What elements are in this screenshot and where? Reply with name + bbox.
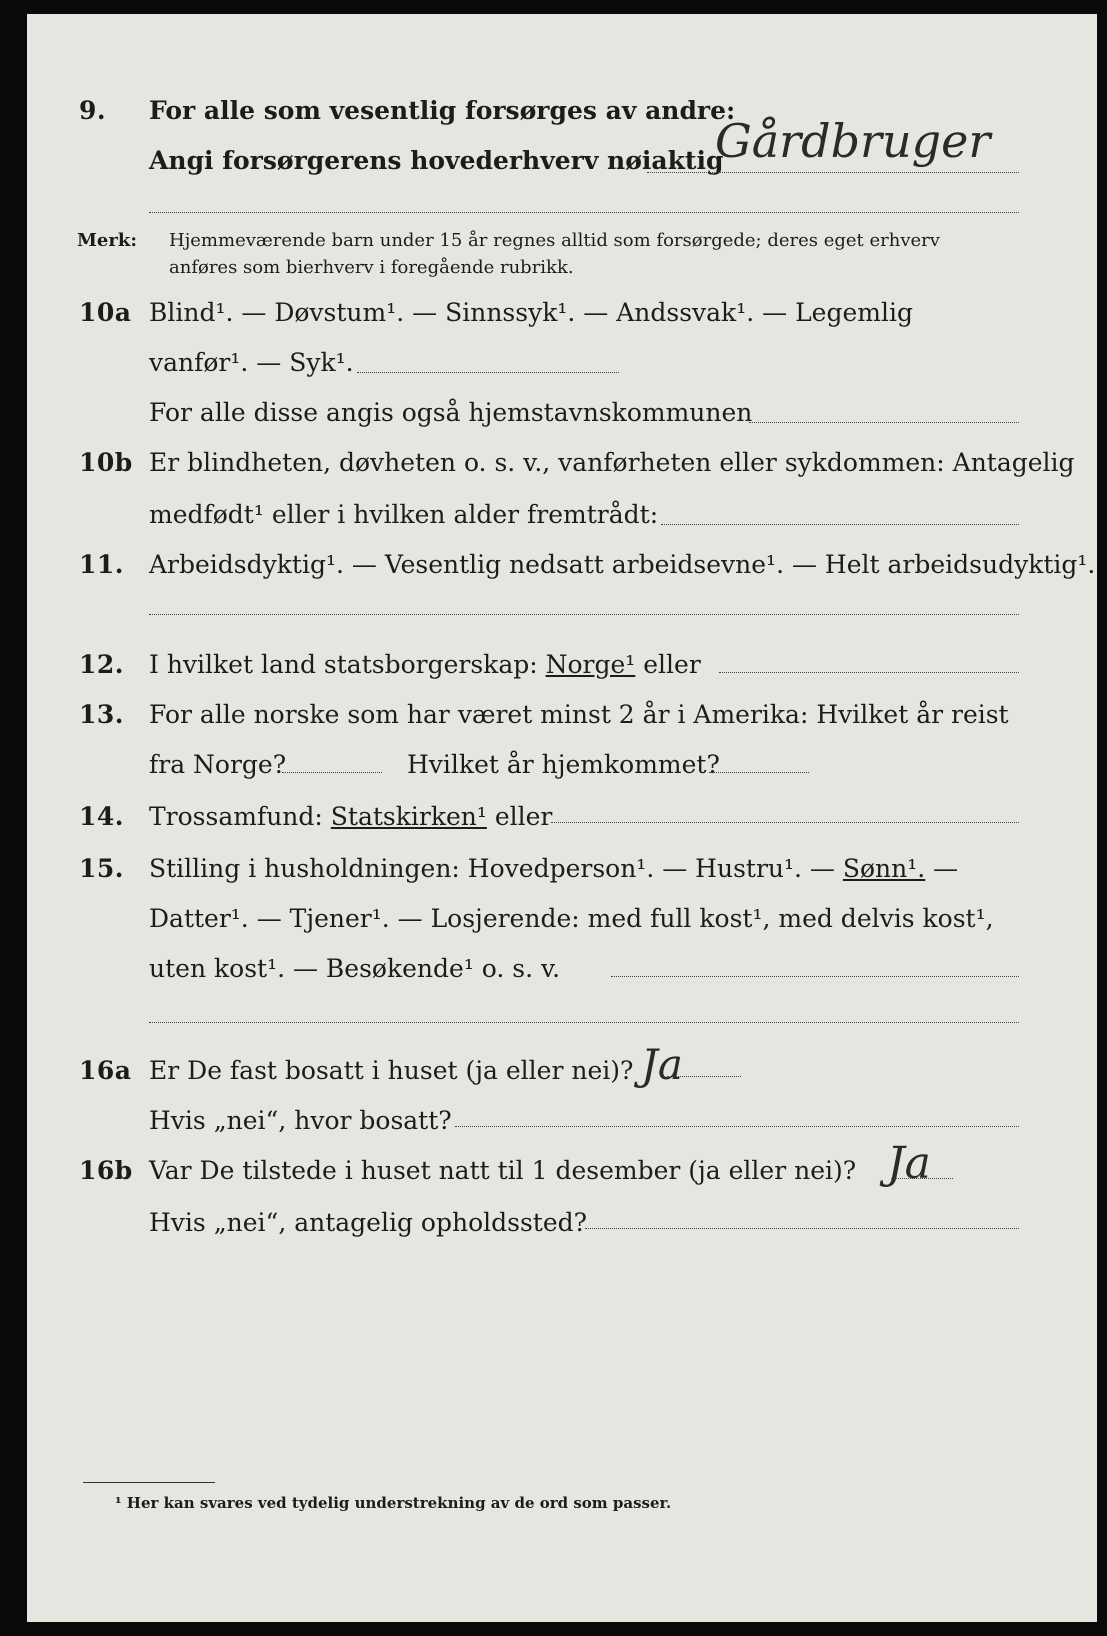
q13-line1: For alle norske som har været minst 2 år i Amerika: Hvilket år reist: [149, 700, 1009, 729]
q10b-answer-rule: [661, 524, 1019, 525]
q16a-number: 16a: [79, 1056, 132, 1085]
q12-underlined-choice: Norge¹: [545, 650, 636, 679]
q13-line2b: Hvilket år hjemkommet?: [407, 750, 720, 779]
merk-label: Merk:: [77, 230, 137, 251]
q16a-line2: Hvis „nei“, hvor bosatt?: [149, 1106, 452, 1135]
q9-line1: For alle som vesentlig forsørges av andre:: [149, 96, 736, 125]
q11-number: 11.: [79, 550, 124, 579]
q15-underlined-choice: Sønn¹.: [842, 854, 926, 883]
q9-handwritten-answer: Gårdbruger: [715, 114, 991, 168]
footnote-divider: [83, 1482, 215, 1483]
q16a-where-rule: [455, 1126, 1019, 1127]
q13-line2a: fra Norge?: [149, 750, 287, 779]
q16a-handwritten-answer: Ja: [641, 1040, 683, 1089]
q16b-line2: Hvis „nei“, antagelig opholdssted?: [149, 1208, 588, 1237]
census-form-page: [27, 14, 1097, 1622]
q10a-syk-rule: [357, 372, 619, 373]
q16b-handwritten-answer: Ja: [887, 1138, 931, 1189]
q14-text: [149, 802, 552, 831]
q14-underlined-choice: Statskirken¹: [330, 802, 487, 831]
q9-answer-rule: [647, 172, 1019, 173]
q16a-answer-rule: [667, 1076, 741, 1077]
merk-line1: Hjemmeværende barn under 15 år regnes alltid som forsørgede; deres eget erhverv: [169, 230, 940, 251]
q15-answer-rule: [611, 976, 1019, 977]
q10b-line1: Er blindheten, døvheten o. s. v., vanførheten eller sykdommen: Antagelig: [149, 448, 1075, 477]
q13-left-rule: [282, 772, 382, 773]
q12-prefix: I hvilket land statsborgerskap:: [149, 650, 546, 679]
q15-number: 15.: [79, 854, 124, 883]
q11-line1: Arbeidsdyktig¹. — Vesentlig nedsatt arbeidsevne¹. — Helt arbeidsudyktig¹.: [149, 550, 1096, 579]
q14-number: 14.: [79, 802, 124, 831]
q13-number: 13.: [79, 700, 124, 729]
q13-right-rule: [709, 772, 809, 773]
q15-line2: Datter¹. — Tjener¹. — Losjerende: med full kost¹, med delvis kost¹,: [149, 904, 994, 933]
q16b-answer-rule: [891, 1178, 953, 1179]
q9-line2: Angi forsørgerens hovederhverv nøiaktig: [149, 146, 724, 175]
q12-text: [149, 650, 701, 679]
q10b-number: 10b: [79, 448, 133, 477]
q10a-line2: vanfør¹. — Syk¹.: [149, 348, 354, 377]
q11-answer-rule: [149, 614, 1019, 615]
q10a-line3: For alle disse angis også hjemstavnskommunen: [149, 398, 753, 427]
q16b-number: 16b: [79, 1156, 133, 1185]
q10b-line2: medfødt¹ eller i hvilken alder fremtrådt:: [149, 500, 659, 529]
q12-answer-rule: [719, 672, 1019, 673]
q12-number: 12.: [79, 650, 124, 679]
q15-extra-rule: [149, 1022, 1019, 1023]
q16b-where-rule: [585, 1228, 1019, 1229]
q15-line1-prefix: Stilling i husholdningen: Hovedperson¹. — Hustru¹. —: [149, 854, 843, 883]
q16a-line1: Er De fast bosatt i huset (ja eller nei)?: [149, 1056, 634, 1085]
q10a-line1: Blind¹. — Døvstum¹. — Sinnssyk¹. — Andssvak¹. — Legemlig: [149, 298, 913, 327]
q9-number: 9.: [79, 96, 107, 125]
q10a-home-rule: [749, 422, 1019, 423]
q12-suffix: eller: [635, 650, 701, 679]
q14-suffix: eller: [486, 802, 553, 831]
q14-answer-rule: [551, 822, 1019, 823]
q15-line3: uten kost¹. — Besøkende¹ o. s. v.: [149, 954, 561, 983]
q14-prefix: Trossamfund:: [149, 802, 331, 831]
q16b-line1: Var De tilstede i huset natt til 1 desember (ja eller nei)?: [149, 1156, 857, 1185]
q15-line1-suffix: —: [925, 854, 959, 883]
q15-text1: [149, 854, 958, 883]
q10a-number: 10a: [79, 298, 132, 327]
footnote-text: ¹ Her kan svares ved tydelig understrekning av de ord som passer.: [115, 1494, 672, 1512]
merk-line2: anføres som bierhverv i foregående rubrikk.: [169, 257, 574, 278]
q9-extra-rule: [149, 212, 1019, 213]
